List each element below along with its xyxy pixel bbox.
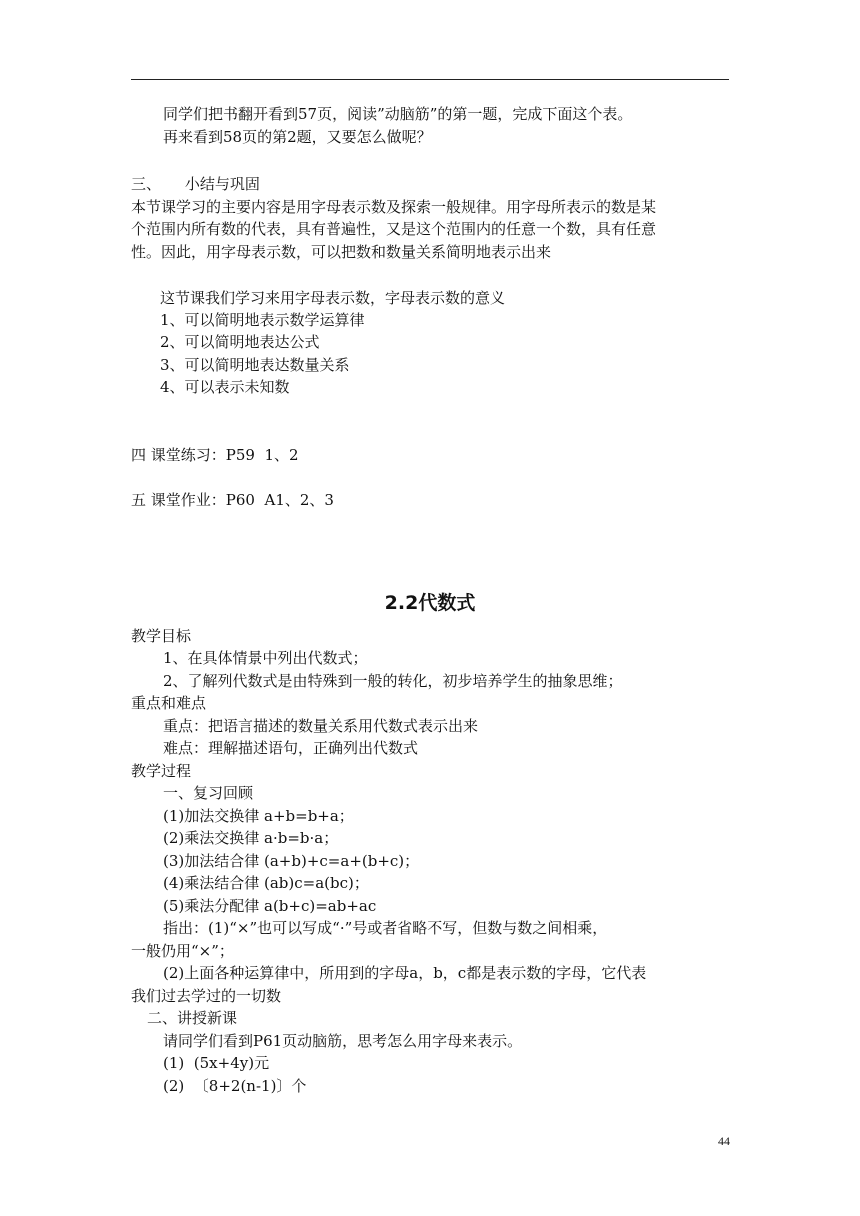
list-item: (1)加法交换律 a+b=b+a； [163,807,354,825]
list-item: 4、可以表示未知数 [160,378,290,396]
list-item: (2)乘法交换律 a·b=b·a； [163,829,339,847]
section-title: 2.2代数式 [384,592,476,614]
text-line: 再来看到58页的第2题，又要怎么做呢？ [163,128,432,146]
text-line: 一般仍用“×”； [131,942,234,960]
section-heading: 四 课堂练习：P59 1、2 [131,446,299,464]
list-item: (2) 〔8+2(n-1)〕个 [163,1077,307,1095]
subheading: 二、讲授新课 [147,1009,238,1027]
text-line: 个范围内所有数的代表，具有普遍性，又是这个范围内的任意一个数，具有任意 [131,220,657,238]
text-line: 重点：把语言描述的数量关系用代数式表示出来 [163,717,479,735]
list-item: (5)乘法分配律 a(b+c)=ab+ac [163,897,377,915]
text-line: 请同学们看到P61页动脑筋，思考怎么用字母来表示。 [163,1032,523,1050]
list-item: 2、可以简明地表达公式 [160,333,320,351]
subheading: 一、复习回顾 [163,784,254,802]
list-item: 1、在具体情景中列出代数式； [163,649,368,667]
section-heading: 五 课堂作业：P60 A1、2、3 [131,491,334,509]
text-line: 性。因此，用字母表示数，可以把数和数量关系简明地表示出来 [131,243,552,261]
page-number: 44 [718,1134,730,1148]
list-item: (4)乘法结合律 (ab)c=a(bc)； [163,874,369,892]
list-item: (1) (5x+4y)元 [163,1054,270,1072]
header-rule [131,79,729,80]
list-item: 1、可以简明地表示数学运算律 [160,311,365,329]
list-item: 2、了解列代数式是由特殊到一般的转化，初步培养学生的抽象思维； [163,672,623,690]
text-line: 同学们把书翻开看到57页，阅读”动脑筋”的第一题，完成下面这个表。 [163,105,633,123]
text-line: 我们过去学过的一切数 [131,987,282,1005]
text-line: 难点：理解描述语句，正确列出代数式 [163,739,419,757]
text-line: (2)上面各种运算律中，所用到的字母a，b，c都是表示数的字母，它代表 [163,964,647,982]
subheading: 教学目标 [131,627,192,645]
list-item: 3、可以简明地表达数量关系 [160,356,350,374]
list-item: (3)加法结合律 (a+b)+c=a+(b+c)； [163,852,420,870]
subheading: 重点和难点 [131,694,207,712]
text-line: 这节课我们学习来用字母表示数，字母表示数的意义 [160,289,506,307]
text-line: 指出：(1)“×”也可以写成“·”号或者省略不写，但数与数之间相乘， [163,919,608,937]
section-heading: 三、 小结与巩固 [131,175,260,193]
subheading: 教学过程 [131,762,192,780]
text-line: 本节课学习的主要内容是用字母表示数及探索一般规律。用字母所表示的数是某 [131,198,657,216]
